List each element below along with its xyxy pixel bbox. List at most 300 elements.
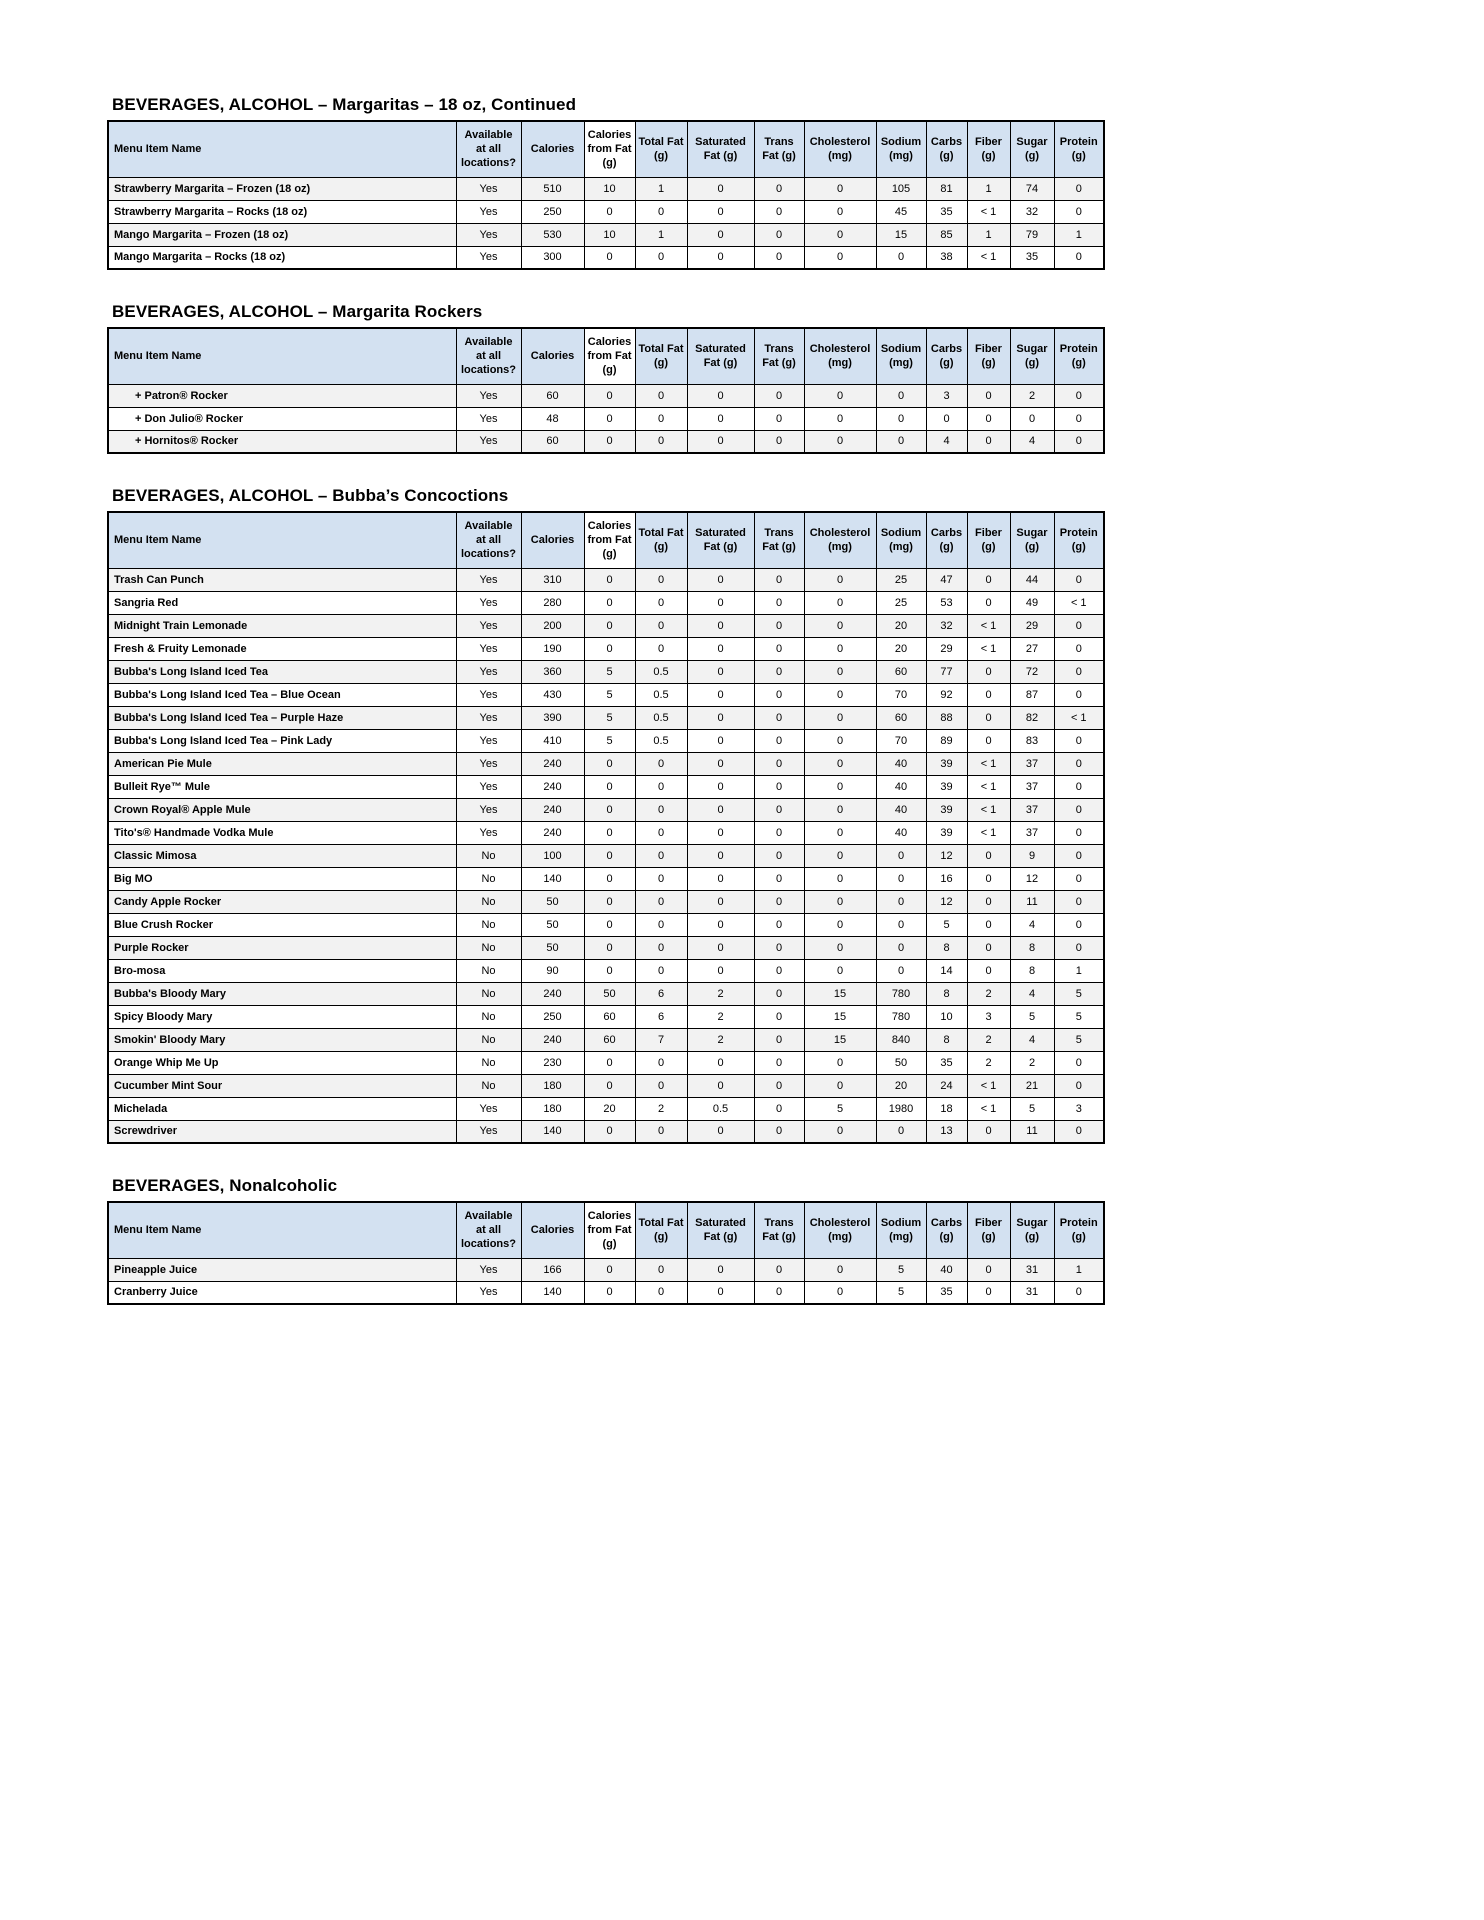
value-calories_from_fat: 0 [584,1120,635,1143]
value-protein: 0 [1054,729,1104,752]
value-calories_from_fat: 0 [584,384,635,407]
value-available: Yes [456,407,521,430]
table-row [108,683,1104,706]
value-total_fat: 0.5 [635,683,687,706]
nutrition-table [107,511,1105,1144]
value-protein: < 1 [1054,706,1104,729]
value-saturated_fat: 0 [687,200,754,223]
value-total_fat: 0 [635,798,687,821]
table-row [108,660,1104,683]
value-carbs: 8 [926,936,967,959]
value-total_fat: 2 [635,1097,687,1120]
table-body [108,568,1104,1143]
column-header-menu_item_name: Menu Item Name [108,512,456,568]
table-row [108,1005,1104,1028]
value-sodium: 0 [876,430,926,453]
value-cholesterol: 0 [804,1281,876,1304]
value-trans_fat: 0 [754,1005,804,1028]
value-protein: 0 [1054,1074,1104,1097]
value-saturated_fat: 0 [687,1281,754,1304]
column-header-sodium: Sodium (mg) [876,121,926,177]
menu-item-name: Sangria Red [108,591,456,614]
value-saturated_fat: 0 [687,752,754,775]
section-title: BEVERAGES, ALCOHOL – Margaritas – 18 oz, Continued [112,95,577,114]
value-carbs: 77 [926,660,967,683]
value-sugar: 11 [1010,1120,1054,1143]
value-saturated_fat: 0 [687,246,754,269]
value-total_fat: 0 [635,752,687,775]
value-total_fat: 0 [635,844,687,867]
value-trans_fat: 0 [754,1120,804,1143]
value-available: No [456,959,521,982]
value-protein: < 1 [1054,591,1104,614]
menu-item-name: Screwdriver [108,1120,456,1143]
value-fiber: 0 [967,407,1010,430]
value-cholesterol: 0 [804,637,876,660]
value-carbs: 88 [926,706,967,729]
column-header-sugar: Sugar (g) [1010,328,1054,384]
value-trans_fat: 0 [754,890,804,913]
column-header-carbs: Carbs (g) [926,121,967,177]
column-header-cholesterol: Cholesterol (mg) [804,121,876,177]
value-calories: 250 [521,200,584,223]
value-carbs: 24 [926,1074,967,1097]
column-header-protein: Protein (g) [1054,512,1104,568]
menu-item-name: Michelada [108,1097,456,1120]
table-row [108,936,1104,959]
table-row [108,729,1104,752]
table-row [108,1051,1104,1074]
value-cholesterol: 0 [804,177,876,200]
table-row [108,798,1104,821]
value-fiber: 0 [967,1281,1010,1304]
value-saturated_fat: 0 [687,706,754,729]
value-calories: 180 [521,1074,584,1097]
value-cholesterol: 0 [804,660,876,683]
value-available: Yes [456,1281,521,1304]
value-trans_fat: 0 [754,844,804,867]
value-total_fat: 0 [635,614,687,637]
value-trans_fat: 0 [754,223,804,246]
value-total_fat: 6 [635,982,687,1005]
value-fiber: < 1 [967,775,1010,798]
column-header-protein: Protein (g) [1054,328,1104,384]
value-cholesterol: 0 [804,936,876,959]
value-available: No [456,936,521,959]
value-cholesterol: 0 [804,890,876,913]
value-fiber: < 1 [967,614,1010,637]
value-total_fat: 0 [635,568,687,591]
value-calories: 300 [521,246,584,269]
value-sugar: 37 [1010,775,1054,798]
column-header-saturated_fat: Saturated Fat (g) [687,328,754,384]
value-cholesterol: 0 [804,1120,876,1143]
value-sodium: 25 [876,568,926,591]
value-sugar: 87 [1010,683,1054,706]
value-calories_from_fat: 0 [584,913,635,936]
table-row [108,913,1104,936]
value-protein: 5 [1054,982,1104,1005]
column-header-available: Available at all locations? [456,1202,521,1258]
menu-item-name: Purple Rocker [108,936,456,959]
value-fiber: < 1 [967,200,1010,223]
value-cholesterol: 0 [804,384,876,407]
column-header-sodium: Sodium (mg) [876,1202,926,1258]
value-calories_from_fat: 0 [584,1281,635,1304]
value-fiber: 0 [967,867,1010,890]
value-sodium: 0 [876,246,926,269]
value-total_fat: 0 [635,959,687,982]
value-trans_fat: 0 [754,867,804,890]
value-calories_from_fat: 5 [584,683,635,706]
value-sodium: 40 [876,798,926,821]
value-saturated_fat: 0 [687,384,754,407]
value-fiber: 0 [967,936,1010,959]
value-carbs: 39 [926,752,967,775]
value-cholesterol: 0 [804,959,876,982]
value-cholesterol: 0 [804,775,876,798]
value-saturated_fat: 0 [687,614,754,637]
value-calories_from_fat: 10 [584,223,635,246]
table-row [108,706,1104,729]
value-total_fat: 0 [635,246,687,269]
value-cholesterol: 0 [804,200,876,223]
value-fiber: 0 [967,660,1010,683]
value-fiber: 0 [967,1120,1010,1143]
column-header-calories_from_fat: Calories from Fat (g) [584,328,635,384]
value-fiber: 0 [967,384,1010,407]
value-calories_from_fat: 0 [584,1051,635,1074]
value-calories: 140 [521,867,584,890]
menu-item-name: Bubba's Long Island Iced Tea – Blue Ocean [108,683,456,706]
value-sodium: 70 [876,729,926,752]
value-saturated_fat: 0 [687,1074,754,1097]
table-header [108,121,1104,177]
value-protein: 0 [1054,614,1104,637]
table-row [108,200,1104,223]
value-trans_fat: 0 [754,384,804,407]
table-row [108,430,1104,453]
value-carbs: 39 [926,821,967,844]
column-header-cholesterol: Cholesterol (mg) [804,1202,876,1258]
value-calories_from_fat: 0 [584,591,635,614]
value-sodium: 0 [876,844,926,867]
value-sugar: 31 [1010,1281,1054,1304]
value-calories: 166 [521,1258,584,1281]
value-saturated_fat: 0 [687,407,754,430]
value-trans_fat: 0 [754,1074,804,1097]
value-saturated_fat: 0 [687,936,754,959]
value-carbs: 81 [926,177,967,200]
value-total_fat: 0 [635,913,687,936]
value-calories_from_fat: 0 [584,200,635,223]
value-calories_from_fat: 0 [584,1074,635,1097]
value-available: Yes [456,729,521,752]
value-available: No [456,1005,521,1028]
value-calories_from_fat: 0 [584,614,635,637]
table-row [108,867,1104,890]
value-calories_from_fat: 60 [584,1028,635,1051]
value-sugar: 82 [1010,706,1054,729]
value-cholesterol: 0 [804,729,876,752]
value-calories: 140 [521,1281,584,1304]
value-calories_from_fat: 0 [584,867,635,890]
table-row [108,890,1104,913]
value-sodium: 20 [876,637,926,660]
value-carbs: 38 [926,246,967,269]
value-sodium: 5 [876,1281,926,1304]
section-title: BEVERAGES, Nonalcoholic [112,1176,338,1195]
value-fiber: 0 [967,430,1010,453]
menu-item-name: Classic Mimosa [108,844,456,867]
section-title: BEVERAGES, ALCOHOL – Bubba’s Concoctions [112,486,509,505]
value-protein: 0 [1054,430,1104,453]
value-saturated_fat: 0 [687,568,754,591]
column-header-carbs: Carbs (g) [926,512,967,568]
value-calories_from_fat: 0 [584,936,635,959]
value-cholesterol: 0 [804,1051,876,1074]
menu-section [107,302,1104,454]
value-available: Yes [456,821,521,844]
value-calories_from_fat: 5 [584,660,635,683]
column-header-calories: Calories [521,121,584,177]
value-calories_from_fat: 0 [584,844,635,867]
value-trans_fat: 0 [754,1281,804,1304]
value-sodium: 5 [876,1258,926,1281]
value-sugar: 37 [1010,821,1054,844]
table-row [108,775,1104,798]
value-calories_from_fat: 20 [584,1097,635,1120]
value-calories: 430 [521,683,584,706]
value-calories: 230 [521,1051,584,1074]
value-available: Yes [456,430,521,453]
menu-item-name: + Hornitos® Rocker [108,430,456,453]
column-header-fiber: Fiber (g) [967,328,1010,384]
table-header [108,1202,1104,1258]
value-trans_fat: 0 [754,1258,804,1281]
value-sodium: 20 [876,1074,926,1097]
value-calories: 60 [521,384,584,407]
value-sodium: 0 [876,407,926,430]
table-header [108,328,1104,384]
value-cholesterol: 0 [804,591,876,614]
value-sodium: 25 [876,591,926,614]
value-total_fat: 0 [635,1074,687,1097]
value-sugar: 35 [1010,246,1054,269]
value-calories_from_fat: 0 [584,568,635,591]
value-fiber: 2 [967,1028,1010,1051]
value-trans_fat: 0 [754,430,804,453]
column-header-available: Available at all locations? [456,328,521,384]
value-total_fat: 0.5 [635,706,687,729]
value-sodium: 0 [876,1120,926,1143]
value-saturated_fat: 2 [687,1005,754,1028]
column-header-total_fat: Total Fat (g) [635,121,687,177]
value-calories_from_fat: 60 [584,1005,635,1028]
menu-item-name: Mango Margarita – Frozen (18 oz) [108,223,456,246]
column-header-calories_from_fat: Calories from Fat (g) [584,121,635,177]
value-carbs: 14 [926,959,967,982]
value-saturated_fat: 0 [687,844,754,867]
column-header-total_fat: Total Fat (g) [635,512,687,568]
column-header-saturated_fat: Saturated Fat (g) [687,512,754,568]
value-sodium: 50 [876,1051,926,1074]
value-sugar: 8 [1010,936,1054,959]
value-saturated_fat: 0 [687,430,754,453]
value-fiber: 0 [967,683,1010,706]
value-protein: 0 [1054,177,1104,200]
value-carbs: 35 [926,200,967,223]
value-available: Yes [456,798,521,821]
value-carbs: 32 [926,614,967,637]
value-sodium: 40 [876,752,926,775]
value-sodium: 45 [876,200,926,223]
value-sodium: 840 [876,1028,926,1051]
value-calories: 200 [521,614,584,637]
value-sugar: 79 [1010,223,1054,246]
value-calories: 90 [521,959,584,982]
value-sodium: 70 [876,683,926,706]
value-saturated_fat: 0 [687,959,754,982]
value-carbs: 3 [926,384,967,407]
table-row [108,637,1104,660]
value-sodium: 40 [876,821,926,844]
value-calories: 240 [521,1028,584,1051]
value-cholesterol: 5 [804,1097,876,1120]
table-body [108,1258,1104,1304]
menu-item-name: Bro-mosa [108,959,456,982]
value-carbs: 4 [926,430,967,453]
value-protein: 0 [1054,407,1104,430]
value-fiber: < 1 [967,1097,1010,1120]
value-calories: 390 [521,706,584,729]
menu-item-name: Bubba's Long Island Iced Tea [108,660,456,683]
value-available: Yes [456,1097,521,1120]
value-available: Yes [456,660,521,683]
value-sodium: 0 [876,936,926,959]
value-saturated_fat: 0 [687,913,754,936]
value-sodium: 0 [876,913,926,936]
value-protein: 0 [1054,660,1104,683]
header-row [108,328,1104,384]
value-total_fat: 0 [635,775,687,798]
value-calories: 410 [521,729,584,752]
value-carbs: 8 [926,1028,967,1051]
column-header-saturated_fat: Saturated Fat (g) [687,121,754,177]
section-title: BEVERAGES, ALCOHOL – Margarita Rockers [112,302,483,321]
value-fiber: 0 [967,890,1010,913]
value-calories_from_fat: 10 [584,177,635,200]
value-protein: 0 [1054,936,1104,959]
nutrition-table [107,1201,1105,1305]
value-sugar: 49 [1010,591,1054,614]
value-sugar: 44 [1010,568,1054,591]
value-available: Yes [456,1120,521,1143]
value-cholesterol: 0 [804,1258,876,1281]
value-total_fat: 0 [635,1258,687,1281]
value-sodium: 0 [876,384,926,407]
value-sugar: 5 [1010,1005,1054,1028]
table-row [108,752,1104,775]
value-carbs: 35 [926,1281,967,1304]
column-header-sugar: Sugar (g) [1010,121,1054,177]
value-calories_from_fat: 0 [584,1258,635,1281]
column-header-fiber: Fiber (g) [967,1202,1010,1258]
table-row [108,246,1104,269]
value-sugar: 31 [1010,1258,1054,1281]
table-row [108,591,1104,614]
menu-item-name: Strawberry Margarita – Rocks (18 oz) [108,200,456,223]
value-available: No [456,913,521,936]
value-trans_fat: 0 [754,1028,804,1051]
value-available: No [456,1074,521,1097]
value-calories_from_fat: 0 [584,775,635,798]
column-header-trans_fat: Trans Fat (g) [754,328,804,384]
menu-item-name: Pineapple Juice [108,1258,456,1281]
value-saturated_fat: 0 [687,637,754,660]
value-carbs: 85 [926,223,967,246]
table-row [108,1097,1104,1120]
value-calories_from_fat: 5 [584,706,635,729]
column-header-trans_fat: Trans Fat (g) [754,512,804,568]
value-sugar: 4 [1010,982,1054,1005]
value-protein: 0 [1054,867,1104,890]
value-protein: 0 [1054,200,1104,223]
menu-item-name: Big MO [108,867,456,890]
value-carbs: 29 [926,637,967,660]
column-header-calories: Calories [521,328,584,384]
column-header-trans_fat: Trans Fat (g) [754,121,804,177]
table-row [108,223,1104,246]
menu-item-name: Tito's® Handmade Vodka Mule [108,821,456,844]
value-carbs: 92 [926,683,967,706]
value-fiber: 0 [967,706,1010,729]
value-fiber: 0 [967,913,1010,936]
value-calories: 190 [521,637,584,660]
menu-item-name: Crown Royal® Apple Mule [108,798,456,821]
value-protein: 0 [1054,844,1104,867]
value-available: Yes [456,637,521,660]
table-body [108,177,1104,269]
value-available: Yes [456,200,521,223]
value-available: Yes [456,683,521,706]
value-protein: 0 [1054,890,1104,913]
column-header-protein: Protein (g) [1054,1202,1104,1258]
value-protein: 0 [1054,1120,1104,1143]
value-available: No [456,867,521,890]
value-available: Yes [456,591,521,614]
value-total_fat: 0.5 [635,729,687,752]
value-calories: 510 [521,177,584,200]
column-header-sugar: Sugar (g) [1010,1202,1054,1258]
value-saturated_fat: 0 [687,683,754,706]
column-header-menu_item_name: Menu Item Name [108,328,456,384]
header-row [108,512,1104,568]
value-sugar: 37 [1010,752,1054,775]
value-total_fat: 0 [635,591,687,614]
value-sodium: 60 [876,706,926,729]
value-trans_fat: 0 [754,959,804,982]
value-total_fat: 0 [635,384,687,407]
value-sugar: 72 [1010,660,1054,683]
value-fiber: 0 [967,1258,1010,1281]
value-protein: 0 [1054,752,1104,775]
table-row [108,982,1104,1005]
value-calories_from_fat: 50 [584,982,635,1005]
value-calories_from_fat: 0 [584,407,635,430]
column-header-calories_from_fat: Calories from Fat (g) [584,512,635,568]
value-sugar: 21 [1010,1074,1054,1097]
